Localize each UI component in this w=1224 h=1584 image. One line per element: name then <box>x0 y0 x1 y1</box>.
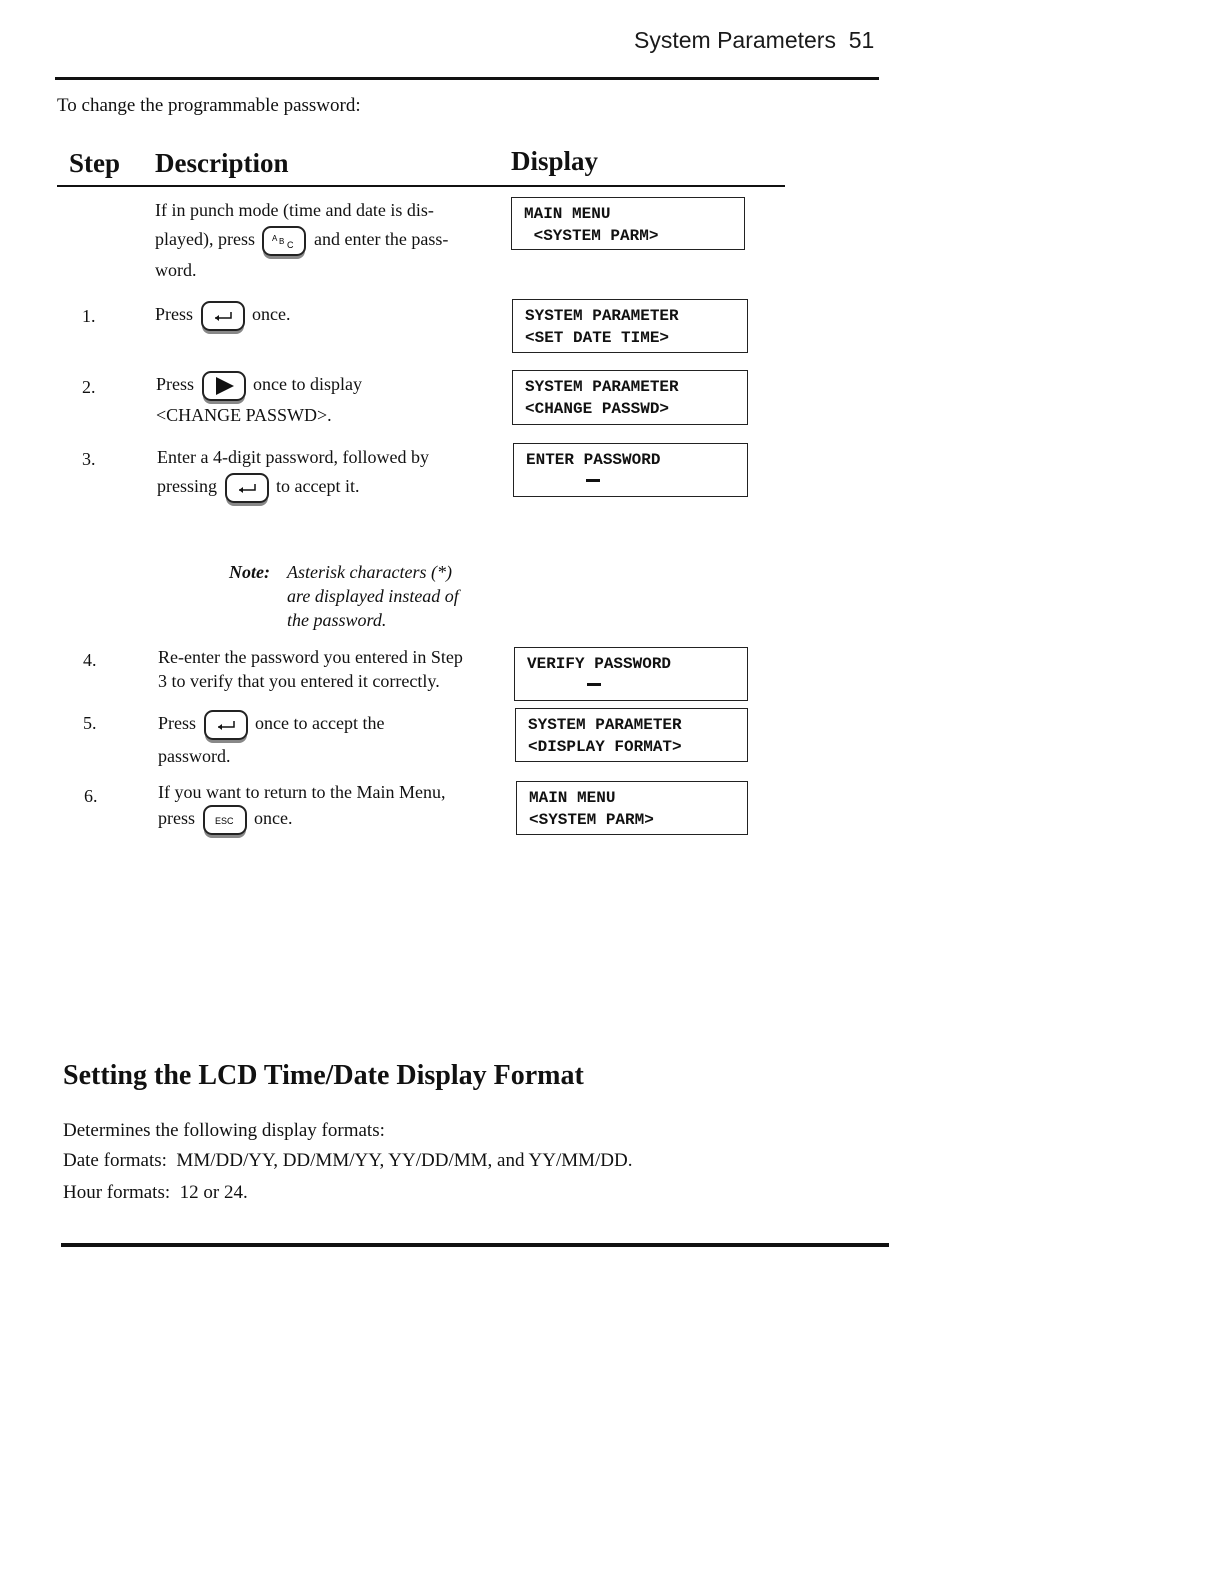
enter-key-icon <box>201 301 245 331</box>
lcd-display <box>512 370 748 425</box>
lcd-line: MAIN MENU <box>524 205 611 223</box>
lcd-cursor <box>587 683 601 686</box>
lcd-display <box>512 299 748 353</box>
lcd-line: <DISPLAY FORMAT> <box>528 738 682 756</box>
lcd-display <box>514 647 748 701</box>
description-text: once to display <box>253 374 362 394</box>
description-text: and enter the pass- <box>313 229 449 249</box>
svg-text:A: A <box>272 233 278 243</box>
running-header <box>634 27 874 54</box>
description-text: played), press <box>155 229 255 249</box>
esc-key-label: ESC <box>214 816 234 826</box>
description-text: Press <box>155 304 194 324</box>
description-text: <CHANGE PASSWD>. <box>156 404 332 425</box>
description-text: word. <box>155 259 197 280</box>
description-text: If you want to return to the Main Menu, <box>158 782 446 802</box>
lcd-display <box>511 197 745 250</box>
enter-key-icon <box>225 473 269 503</box>
step-number: 4. <box>83 650 97 670</box>
step-number: 5. <box>83 713 97 733</box>
table-header-rule <box>57 185 785 187</box>
step-description <box>158 645 508 693</box>
note-line: the password. <box>287 610 387 630</box>
lcd-display <box>516 781 748 835</box>
step-column-heading: Step <box>69 148 121 178</box>
page-number: 51 <box>848 27 875 53</box>
step-description <box>155 196 495 285</box>
description-text: Re-enter the password you entered in Step <box>158 647 463 667</box>
note-line: Asterisk characters (*) <box>287 562 452 582</box>
esc-key-icon <box>203 805 247 835</box>
right-arrow-key-icon <box>202 371 246 401</box>
lcd-line: ENTER PASSWORD <box>526 451 661 469</box>
section-title: Setting the LCD Time/Date Display Format <box>63 1060 584 1091</box>
description-column-heading: Description <box>155 148 289 178</box>
description-text: press <box>158 808 195 829</box>
lcd-display <box>515 708 748 762</box>
description-text: Press <box>158 713 197 733</box>
description-text: pressing <box>157 476 217 496</box>
display-column-heading: Display <box>511 146 599 176</box>
lcd-cursor <box>586 479 600 482</box>
description-text: If in punch mode (time and date is dis- <box>155 200 434 220</box>
step-description <box>157 443 497 503</box>
lcd-line: <SYSTEM PARM> <box>524 227 659 245</box>
description-text: Enter a 4-digit password, followed by <box>157 447 429 467</box>
step-description <box>158 707 498 772</box>
enter-key-icon <box>204 710 248 740</box>
step-number: 1. <box>82 306 96 326</box>
lcd-line: MAIN MENU <box>529 789 616 807</box>
step-number: 6. <box>84 786 98 806</box>
description-text: Press <box>156 374 195 394</box>
lcd-line: <SET DATE TIME> <box>525 329 670 347</box>
step-description <box>158 779 498 835</box>
section-text: Determines the following display formats: <box>63 1120 385 1141</box>
header-rule <box>55 77 879 80</box>
section-text: Hour formats: 12 or 24. <box>63 1182 248 1203</box>
svg-text:C: C <box>287 239 294 250</box>
step-description <box>155 300 495 331</box>
lcd-line: VERIFY PASSWORD <box>527 655 672 673</box>
description-text: password. <box>158 745 231 766</box>
note-line: are displayed instead of <box>287 586 459 606</box>
header-section: System Parameters <box>634 27 836 53</box>
note-text <box>287 560 507 632</box>
lcd-line: SYSTEM PARAMETER <box>525 378 679 396</box>
lcd-line: SYSTEM PARAMETER <box>525 307 679 325</box>
description-text: 3 to verify that you entered it correctly. <box>158 671 440 691</box>
lcd-line: SYSTEM PARAMETER <box>528 716 682 734</box>
intro-text: To change the programmable password: <box>57 95 361 116</box>
abc-key-icon <box>262 226 306 256</box>
step-number: 3. <box>82 449 96 469</box>
description-text: to accept it. <box>276 476 360 496</box>
lcd-line: <SYSTEM PARM> <box>529 811 654 829</box>
description-text: once to accept the <box>255 713 385 733</box>
step-number: 2. <box>82 377 96 397</box>
lcd-line: <CHANGE PASSWD> <box>525 400 670 418</box>
note-label: Note: <box>229 562 270 582</box>
description-text: once. <box>254 808 293 829</box>
lcd-display <box>513 443 748 497</box>
step-description <box>156 370 496 430</box>
description-text: once. <box>252 304 291 324</box>
footer-rule <box>61 1243 889 1247</box>
svg-text:B: B <box>279 236 285 246</box>
section-text: Date formats: MM/DD/YY, DD/MM/YY, YY/DD/MM, and YY/MM/DD. <box>63 1150 633 1171</box>
